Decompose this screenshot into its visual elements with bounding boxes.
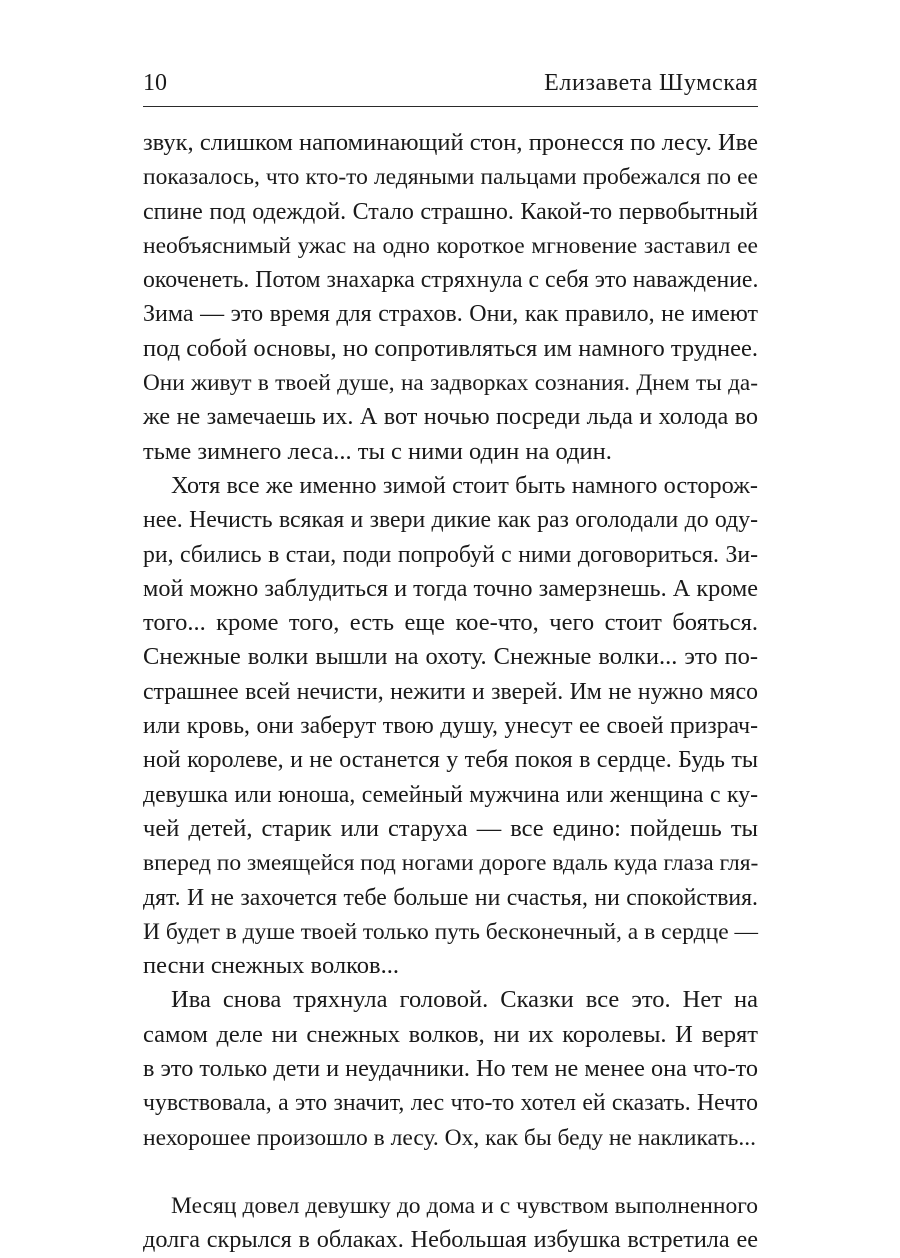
text-line: чувствовала, а это значит, лес что-то хотел ей сказать. Нечто — [143, 1090, 758, 1117]
text-line: ри, сбились в стаи, поди попробуй с ними договориться. Зи- — [143, 541, 758, 568]
page-number: 10 — [143, 70, 167, 96]
text-line: Снежные волки вышли на охоту. Снежные волки... это по- — [143, 643, 758, 671]
text-line: нее. Нечисть всякая и звери дикие как раз оголодали до оду- — [143, 507, 758, 534]
text-line: мой можно заблудиться и тогда точно замерзнешь. А кроме — [143, 574, 758, 602]
section-break — [143, 1155, 758, 1189]
paragraph-4 — [143, 1189, 758, 1258]
text-line: вперед по змеящейся под ногами дороге вдаль куда глаза гля- — [143, 850, 759, 877]
paragraph-1 — [143, 126, 758, 469]
text-line: под собой основы, но сопротивляться им намного труднее. — [143, 334, 758, 362]
text-line: самом деле ни снежных волков, ни их королевы. И верят — [143, 1020, 758, 1048]
text-line: Зима — это время для страхов. Они, как правило, не имеют — [143, 301, 758, 328]
text-line: нехорошее произошло в лесу. Ох, как бы беду не накликать... — [143, 1124, 756, 1151]
text-line: страшнее всей нечисти, нежити и зверей. Им не нужно мясо — [143, 678, 758, 705]
text-line: Они живут в твоей душе, на задворках сознания. Днем ты да- — [143, 370, 758, 397]
text-line: звук, слишком напоминающий стон, пронесся по лесу. Иве — [143, 129, 758, 156]
text-line: песни снежных волков... — [143, 952, 399, 980]
text-line: в это только дети и неудачники. Но тем не менее она что-то — [143, 1055, 759, 1083]
text-line: необъяснимый ужас на одно короткое мгновение заставил ее — [143, 232, 758, 259]
text-line: же не замечаешь их. А вот ночью посреди льда и холода во — [143, 403, 758, 431]
text-line: девушка или юноша, семейный мужчина или женщина с ку- — [143, 781, 758, 808]
body-text — [143, 126, 758, 1258]
text-line: Ива снова тряхнула головой. Сказки все это. Нет на — [171, 986, 758, 1014]
running-header — [143, 66, 758, 107]
text-line: того... кроме того, есть еще кое-что, чего стоит бояться. — [143, 609, 758, 637]
text-line: долга скрылся в облаках. Небольшая избушка встретила ее — [143, 1226, 758, 1254]
text-line: ной королеве, и не останется у тебя покоя в сердце. Будь ты — [143, 747, 758, 774]
text-line: окоченеть. Потом знахарка стряхнула с себя это наваждение. — [143, 267, 759, 294]
paragraph-2 — [143, 469, 758, 983]
text-line: спине под одеждой. Стало страшно. Какой-то первобытный — [143, 198, 758, 225]
text-line: дят. И не захочется тебе больше ни счастья, ни спокойствия. — [143, 884, 758, 911]
text-line: Месяц довел девушку до дома и с чувством выполненного — [171, 1192, 758, 1219]
running-title: Елизавета Шумская — [544, 70, 758, 96]
text-line: Хотя все же именно зимой стоит быть намного осторож- — [171, 471, 758, 499]
text-line: показалось, что кто-то ледяными пальцами пробежался по ее — [143, 164, 758, 191]
text-line: чей детей, старик или старуха — все едино: пойдешь ты — [143, 814, 758, 842]
text-line: или кровь, они заберут твою душу, унесут ее своей призрач- — [143, 713, 758, 740]
text-line: И будет в душе твоей только путь бесконечный, а в сердце — — [143, 918, 758, 945]
text-line: тьме зимнего леса... ты с ними один на один. — [143, 437, 612, 465]
paragraph-3 — [143, 983, 758, 1154]
